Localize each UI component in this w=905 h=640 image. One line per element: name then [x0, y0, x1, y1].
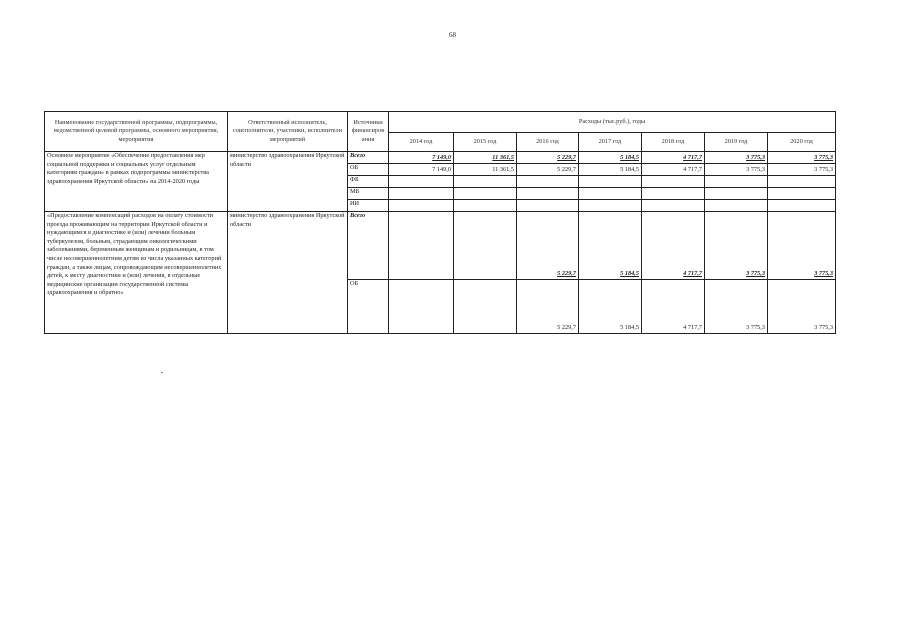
value-cell [454, 212, 517, 280]
value-cell [454, 200, 517, 212]
header-sources-column: Источники финансиров ания [348, 112, 389, 152]
value-cell: 7 149,0 [389, 164, 454, 176]
value-cell: 7 149,0 [389, 152, 454, 164]
value-cell [454, 188, 517, 200]
value-cell [579, 188, 642, 200]
source-label: ФБ [348, 176, 389, 188]
header-year: 2014 год [389, 133, 454, 152]
value-cell: 4 717,7 [642, 280, 705, 334]
value-cell [389, 200, 454, 212]
value-cell [517, 176, 579, 188]
value-cell [642, 188, 705, 200]
header-executor-column: Ответственный исполнитель, соисполнители, участники, исполнители мероприятий [228, 112, 348, 152]
value-cell [389, 188, 454, 200]
value-cell [579, 176, 642, 188]
source-label: ОБ [348, 164, 389, 176]
expenses-table [44, 111, 836, 334]
source-label: ИИ [348, 200, 389, 212]
value-cell: 3 775,3 [768, 152, 836, 164]
value-cell: 3 775,3 [705, 212, 768, 280]
value-cell: 5 184,5 [579, 164, 642, 176]
value-cell [768, 200, 836, 212]
measure-name-cell: Основное мероприятие «Обеспечение предоставления мер социальной поддержки и социальных услуг отдельным категориям граждан» в рамках подпрограммы министерства здравоохранения Иркутской области» на 2014-2020 годы [45, 152, 228, 212]
value-cell: 5 184,5 [579, 212, 642, 280]
header-year: 2018 год [642, 133, 705, 152]
value-cell [705, 188, 768, 200]
executor-cell: министерство здравоохранения Иркутской области [228, 152, 348, 212]
value-cell [705, 200, 768, 212]
page-number: 68 [449, 31, 456, 39]
source-label: ОБ [348, 280, 389, 334]
value-cell: 4 717,7 [642, 152, 705, 164]
header-year: 2019 год [705, 133, 768, 152]
value-cell [454, 280, 517, 334]
value-cell: 3 775,3 [705, 164, 768, 176]
value-cell: 5 229,7 [517, 280, 579, 334]
source-label: МБ [348, 188, 389, 200]
value-cell [389, 212, 454, 280]
value-cell [517, 200, 579, 212]
value-cell: 4 717,7 [642, 164, 705, 176]
value-cell: 3 775,3 [768, 164, 836, 176]
value-cell: 3 775,3 [768, 280, 836, 334]
header-year: 2020 год [768, 133, 836, 152]
value-cell: 5 229,7 [517, 152, 579, 164]
table-row [45, 212, 836, 280]
value-cell: 3 775,3 [768, 212, 836, 280]
scan-speck [161, 372, 163, 373]
value-cell [517, 188, 579, 200]
value-cell [768, 188, 836, 200]
value-cell: 4 717,7 [642, 212, 705, 280]
value-cell [454, 176, 517, 188]
table-header-row [45, 112, 836, 133]
table-row [45, 152, 836, 164]
value-cell: 5 184,5 [579, 280, 642, 334]
source-label: Всего [348, 212, 389, 280]
source-label: Всего [348, 152, 389, 164]
executor-cell: министерство здравоохранения Иркутской области [228, 212, 348, 334]
header-year: 2016 год [517, 133, 579, 152]
value-cell [579, 200, 642, 212]
value-cell [642, 200, 705, 212]
value-cell [768, 176, 836, 188]
value-cell: 5 229,7 [517, 164, 579, 176]
value-cell [389, 280, 454, 334]
value-cell [705, 176, 768, 188]
header-expenses-column: Расходы (тыс.руб.), годы [389, 112, 836, 133]
value-cell: 3 775,3 [705, 152, 768, 164]
value-cell: 11 361,5 [454, 164, 517, 176]
header-name-column: Наименование государственной программы, подпрограммы, ведомственной целевой программы, основного мероприятия, мероприятия [45, 112, 228, 152]
value-cell: 5 184,5 [579, 152, 642, 164]
value-cell: 3 775,3 [705, 280, 768, 334]
header-year: 2017 год [579, 133, 642, 152]
value-cell: 11 361,5 [454, 152, 517, 164]
value-cell [389, 176, 454, 188]
value-cell [642, 176, 705, 188]
measure-name-cell: «Предоставление компенсаций расходов на оплату стоимости проезда проживающим на территории Иркутской области и нуждающимся в диагностике и (или) лечении больным туберкулезом, больным, страдающим онкологическими заболеваниями, беременным женщинам и родильницам, в том числе несовершеннолетним детям из числа указанных категорий граждан, а также лицам, сопровождающим несовершеннолетних детей, к месту диагностики и (или) лечения, в отдельные медицинские организации государственной системы здравоохранения и обратно» [45, 212, 228, 334]
header-year: 2015 год [454, 133, 517, 152]
value-cell: 5 229,7 [517, 212, 579, 280]
